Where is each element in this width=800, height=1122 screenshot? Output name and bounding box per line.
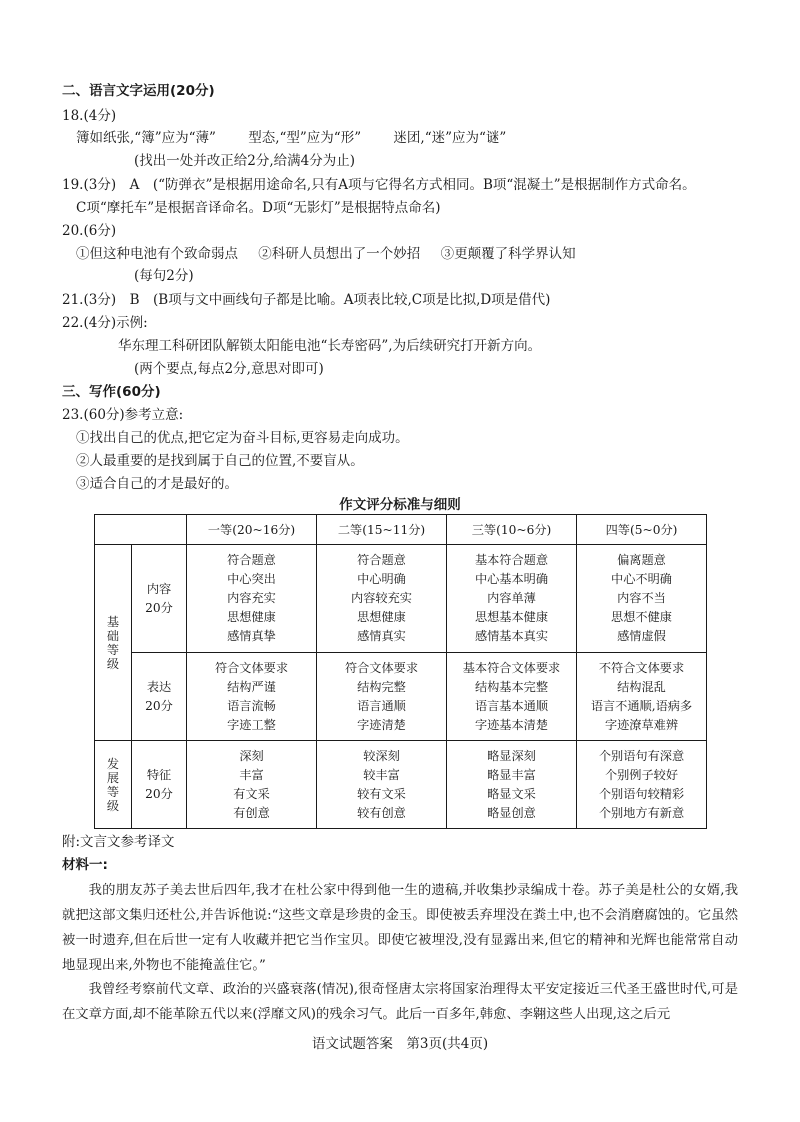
page-footer: 语文试题答案 第3页(共4页): [311, 1036, 489, 1052]
criteria-item: 感情虚假: [617, 629, 666, 643]
q19-line2: C项“摩托车”是根据音译命名。D项“无影灯”是根据特点命名): [76, 200, 441, 216]
row-label-line: 表达: [146, 679, 172, 694]
criteria-item: 内容充实: [227, 591, 276, 605]
q20-answer: [76, 244, 576, 264]
criteria-item: 深刻: [239, 748, 264, 763]
appendix-title: 附:文言文参考译文: [62, 834, 175, 850]
criteria-item: 结构完整: [357, 679, 406, 694]
criteria-item: 字迹潦草难辨: [604, 717, 679, 732]
criteria-cell: [187, 653, 317, 741]
criteria-item: 偏离题意: [617, 553, 666, 567]
row-label: [132, 653, 187, 741]
criteria-item: 略显丰富: [487, 767, 536, 782]
criteria-item: 基本符合文体要求: [462, 660, 561, 675]
criteria-cell: [317, 741, 447, 829]
q18-answer-2: 型态,“型”应为“形”: [248, 130, 362, 146]
criteria-item: 较有文采: [357, 786, 406, 801]
criteria-item: 中心突出: [227, 572, 276, 586]
criteria-item: 较丰富: [363, 767, 400, 782]
row-label-line: 20分: [145, 786, 173, 801]
criteria-cell: [317, 653, 447, 741]
criteria-item: 语言基本通顺: [474, 698, 549, 713]
row-label-line: 特征: [146, 767, 172, 782]
q21-line: 21.(3分) B (B项与文中画线句子都是比喻。A项表比较,C项是比拟,D项是借代): [62, 292, 551, 308]
criteria-item: 思想基本健康: [474, 610, 549, 624]
q22-note: (两个要点,每点2分,意思对即可): [134, 361, 324, 377]
grade-header: 四等(5~0分): [577, 515, 707, 545]
criteria-item: 思想不健康: [611, 610, 672, 624]
group-label-basic: [95, 545, 132, 741]
q23-point-3: ③适合自己的才是最好的。: [76, 476, 238, 492]
q20-note: (每句2分): [134, 268, 194, 284]
criteria-item: 较深刻: [363, 748, 400, 763]
rubric-row-feature: [95, 741, 707, 829]
rubric-corner-cell: [95, 515, 187, 545]
q20-answer-1: ①但这种电池有个致命弱点: [76, 246, 238, 262]
group-label-text: 基础等级: [106, 614, 120, 671]
q20-answer-3: ③更颠覆了科学界认知: [440, 246, 576, 262]
criteria-item: 感情真实: [357, 629, 406, 643]
q18-answer-3: 迷团,“迷”应为“谜”: [393, 130, 507, 146]
criteria-item: 个别语句有深意: [598, 748, 685, 763]
criteria-item: 不符合文体要求: [598, 660, 685, 675]
criteria-item: 字迹工整: [227, 717, 276, 732]
grade-header: 一等(20~16分): [187, 515, 317, 545]
criteria-item: 个别地方有新意: [598, 805, 685, 820]
criteria-item: 符合题意: [357, 553, 406, 567]
rubric-title: 作文评分标准与细则: [339, 497, 461, 513]
criteria-cell: [577, 545, 707, 653]
criteria-item: 思想健康: [357, 610, 406, 624]
criteria-cell: [577, 653, 707, 741]
criteria-item: 符合文体要求: [344, 660, 419, 675]
criteria-item: 有文采: [233, 786, 270, 801]
criteria-cell: [317, 545, 447, 653]
q18-head: 18.(4分): [62, 108, 117, 124]
q18-note: (找出一处并改正给2分,给满4分为止): [134, 153, 356, 169]
criteria-item: 基本符合题意: [474, 553, 549, 567]
group-label-development: [95, 741, 132, 829]
q18-answer-1: 簿如纸张,“簿”应为“薄”: [76, 130, 216, 146]
criteria-item: 思想健康: [227, 610, 276, 624]
criteria-item: 语言不通顺,语病多: [590, 698, 693, 713]
criteria-item: 结构混乱: [617, 679, 666, 694]
criteria-item: 略显深刻: [487, 748, 536, 763]
q23-point-2: ②人最重要的是找到属于自己的位置,不要盲从。: [76, 453, 364, 469]
q19-line1: 19.(3分) A (“防弹衣”是根据用途命名,只有A项与它得名方式相同。B项“混凝土”是根据制作方式命名。: [62, 177, 696, 193]
criteria-item: 略显创意: [487, 805, 536, 820]
q22-head: 22.(4分)示例:: [62, 315, 148, 331]
criteria-cell: [577, 741, 707, 829]
criteria-item: 字迹基本清楚: [474, 717, 549, 732]
q23-head: 23.(60分)参考立意:: [62, 407, 184, 423]
criteria-item: 个别例子较好: [604, 767, 679, 782]
group-label-text: 发展等级: [106, 756, 120, 813]
criteria-cell: [447, 653, 577, 741]
q20-answer-2: ②科研人员想出了一个妙招: [258, 246, 421, 262]
criteria-item: 感情真挚: [227, 629, 276, 643]
q20-head: 20.(6分): [62, 223, 117, 239]
q18-answer: [76, 128, 506, 148]
grade-header: 三等(10~6分): [447, 515, 577, 545]
criteria-item: 内容不当: [617, 591, 666, 605]
rubric-header-row: [95, 515, 707, 545]
translation-paragraph-1: 我的朋友苏子美去世后四年,我才在杜公家中得到他一生的遗稿,并收集抄录编成十卷。苏子美是杜公的女婿,我就把这部文集归还杜公,并告诉他说:“这些文章是珍贵的金玉。即使被丢弃埋没在粪土中,也不会消磨腐蚀的。它虽然被一时遗弃,但在后世一定有人收藏并把它当作宝贝。即使它被埋没,没有显露出来,但它的精神和光辉也能常常自动地显现出来,外物也不能掩盖住它。”: [62, 883, 738, 973]
criteria-item: 感情基本真实: [474, 629, 549, 643]
row-label-line: 20分: [145, 698, 173, 713]
row-label-line: 20分: [145, 600, 173, 615]
criteria-item: 个别语句较精彩: [598, 786, 685, 801]
criteria-item: 符合文体要求: [214, 660, 289, 675]
row-label: [132, 545, 187, 653]
criteria-cell: [187, 741, 317, 829]
criteria-item: 略显文采: [487, 786, 536, 801]
rubric-table: [94, 514, 707, 829]
criteria-cell: [187, 545, 317, 653]
criteria-cell: [447, 741, 577, 829]
criteria-item: 较有创意: [357, 805, 406, 820]
rubric-row-content: [95, 545, 707, 653]
criteria-item: 内容单薄: [487, 591, 536, 605]
rubric-row-expression: [95, 653, 707, 741]
grade-header: 二等(15~11分): [317, 515, 447, 545]
criteria-item: 丰富: [239, 767, 264, 782]
criteria-item: 语言通顺: [357, 698, 406, 713]
section3-title: 三、写作(60分): [62, 384, 161, 400]
criteria-item: 中心不明确: [611, 572, 672, 586]
section2-title: 二、语言文字运用(20分): [62, 83, 215, 99]
criteria-item: 有创意: [233, 805, 270, 820]
q23-point-1: ①找出自己的优点,把它定为奋斗目标,更容易走向成功。: [76, 430, 409, 446]
criteria-item: 结构基本完整: [474, 679, 549, 694]
criteria-cell: [447, 545, 577, 653]
criteria-item: 中心基本明确: [474, 572, 549, 586]
row-label-line: 内容: [146, 581, 172, 596]
criteria-item: 语言流畅: [227, 698, 276, 713]
row-label: [132, 741, 187, 829]
criteria-item: 字迹清楚: [357, 717, 406, 732]
criteria-item: 符合题意: [227, 553, 276, 567]
criteria-item: 结构严谨: [227, 679, 276, 694]
material-label: 材料一:: [62, 857, 108, 873]
criteria-item: 中心明确: [357, 572, 406, 586]
criteria-item: 内容较充实: [351, 591, 412, 605]
q22-answer: 华东理工科研团队解锁太阳能电池“长寿密码”,为后续研究打开新方向。: [118, 338, 542, 354]
translation-paragraph-2: 我曾经考察前代文章、政治的兴盛衰落(情况),很奇怪唐太宗将国家治理得太平安定接近三代圣王盛世时代,可是在文章方面,却不能革除五代以来(浮靡文风)的残余习气。此后一百多年,韩愈、李翱这些人出现,这之后元: [62, 982, 738, 1022]
